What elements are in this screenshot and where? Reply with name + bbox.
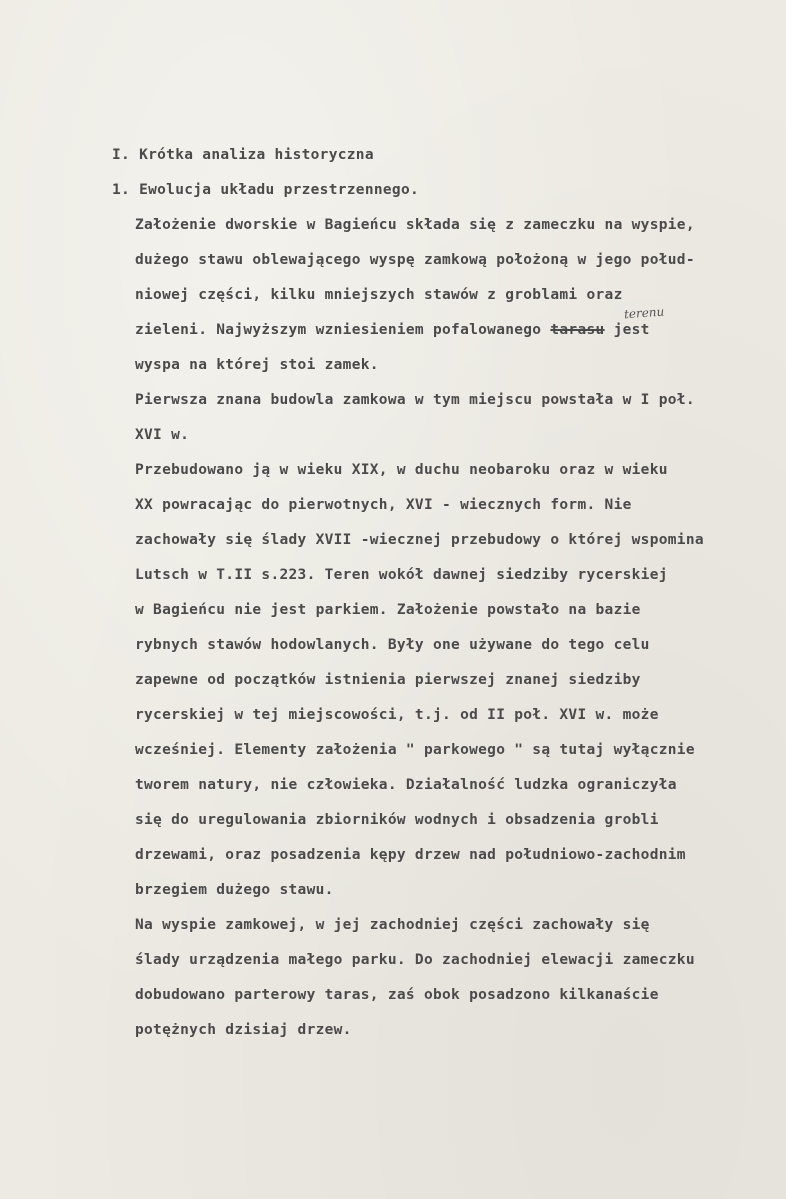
document-heading: I. Krótka analiza historyczna — [112, 147, 374, 163]
text-line-4 — [135, 323, 650, 338]
text-line-18: się do uregulowania zbiorników wodnych i obsadzenia grobli — [135, 812, 659, 828]
handwritten-correction: terenu — [623, 304, 665, 322]
text-line-9: XX powracając do pierwotnych, XVI - wiecznych form. Nie — [135, 497, 632, 513]
text-line-11: Lutsch w T.II s.223. Teren wokół dawnej siedziby rycerskiej — [135, 567, 668, 583]
text-line-12: w Bagieńcu nie jest parkiem. Założenie powstało na bazie — [135, 602, 641, 618]
text-line-6: Pierwsza znana budowla zamkowa w tym miejscu powstała w I poł. — [135, 392, 695, 408]
text-line-16: wcześniej. Elementy założenia " parkowego " są tutaj wyłącznie — [135, 742, 695, 758]
text-line-10: zachowały się ślady XVII -wiecznej przebudowy o której wspomina — [135, 532, 704, 548]
text-line-13: rybnych stawów hodowlanych. Były one używane do tego celu — [135, 637, 650, 653]
text-line-8: Przebudowano ją w wieku XIX, w duchu neobaroku oraz w wieku — [135, 462, 668, 478]
text-line-23: dobudowano parterowy taras, zaś obok posadzono kilkanaście — [135, 987, 659, 1003]
text-line-17: tworem natury, nie człowieka. Działalność ludzka ograniczyła — [135, 777, 677, 793]
text-line-22: ślady urządzenia małego parku. Do zachodniej elewacji zameczku — [135, 952, 695, 968]
section-heading: 1. Ewolucja układu przestrzennego. — [112, 182, 420, 198]
text-line-2: dużego stawu oblewającego wyspę zamkową położoną w jego połud- — [135, 252, 695, 268]
text-line-7: XVI w. — [135, 427, 190, 443]
struck-word: tarasu — [550, 322, 605, 338]
text-line-21: Na wyspie zamkowej, w jej zachodniej części zachowały się — [135, 917, 650, 933]
text-line-19: drzewami, oraz posadzenia kępy drzew nad południowo-zachodnim — [135, 847, 686, 863]
text-line-15: rycerskiej w tej miejscowości, t.j. od II poł. XVI w. może — [135, 707, 659, 723]
text-line-14: zapewne od początków istnienia pierwszej znanej siedziby — [135, 672, 641, 688]
text-line-4-end: jest — [604, 322, 650, 338]
text-line-5: wyspa na której stoi zamek. — [135, 357, 379, 373]
text-line-3: niowej części, kilku mniejszych stawów z groblami oraz — [135, 287, 623, 303]
text-line-24: potężnych dzisiaj drzew. — [135, 1022, 352, 1038]
text-line-4-start: zieleni. Najwyższym wzniesieniem pofalowanego — [135, 322, 551, 338]
text-line-1: Założenie dworskie w Bagieńcu składa się z zameczku na wyspie, — [135, 217, 695, 233]
text-line-20: brzegiem dużego stawu. — [135, 882, 334, 898]
